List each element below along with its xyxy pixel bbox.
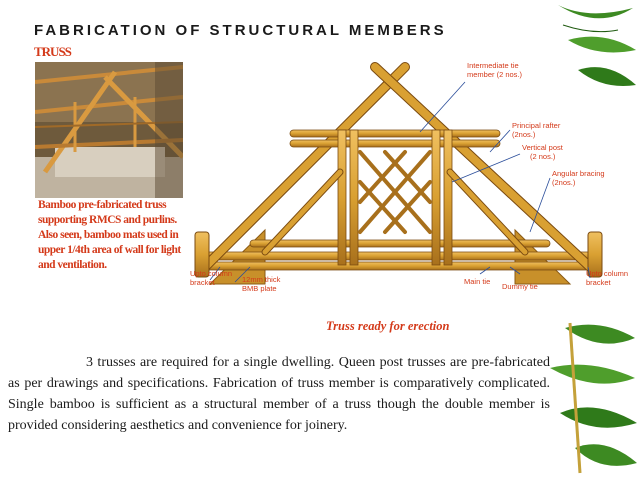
body-paragraph-container: [8, 352, 550, 436]
figure-caption: Truss ready for erection: [326, 319, 450, 333]
label-column-left-1: Upto column: [190, 269, 233, 278]
label-principal-rafter-1: Principal rafter: [512, 121, 561, 130]
slide-subtitle: TRUSS: [34, 44, 71, 59]
truss-photo: [35, 62, 183, 198]
label-vertical-post-2: (2 nos.): [530, 152, 556, 161]
bamboo-leaf-decoration-bottom: [545, 318, 638, 479]
label-principal-rafter-2: (2nos.): [512, 130, 536, 139]
label-main-tie: Main tie: [464, 277, 491, 286]
label-angular-bracing-2: (2nos.): [552, 178, 576, 187]
label-column-left-2: bracket: [190, 278, 215, 287]
photo-caption: Bamboo pre-fabricated truss supporting RMCS and purlins. Also seen, bamboo mats used in upper 1/4th area of wall for light and ventilation.: [38, 199, 181, 271]
label-dummy-tie: Dummy tie: [502, 282, 538, 291]
label-vertical-post-1: Vertical post: [522, 143, 563, 152]
label-column-right-2: bracket: [586, 278, 611, 287]
label-intermediate-tie-2: member (2 nos.): [467, 70, 523, 79]
label-bmb-plate-1: 12mm thick: [242, 275, 281, 284]
label-bmb-plate-2: BMB plate: [242, 284, 277, 293]
label-column-right-1: Upto column: [586, 269, 629, 278]
body-paragraph: 3 trusses are required for a single dwelling. Queen post trusses are pre-fabricated as per drawings and specifications. Fabrication of truss member is comparatively complicated. Single bamboo is sufficient as a structural member of a truss though the double member is provided considering aesthetics and convenience for joinery.: [8, 355, 550, 433]
truss-drawing: [190, 52, 630, 314]
label-intermediate-tie-1: Intermediate tie: [467, 61, 519, 70]
slide-title: FABRICATION OF STRUCTURAL MEMBERS: [34, 22, 447, 39]
label-angular-bracing-1: Angular bracing: [552, 169, 605, 178]
